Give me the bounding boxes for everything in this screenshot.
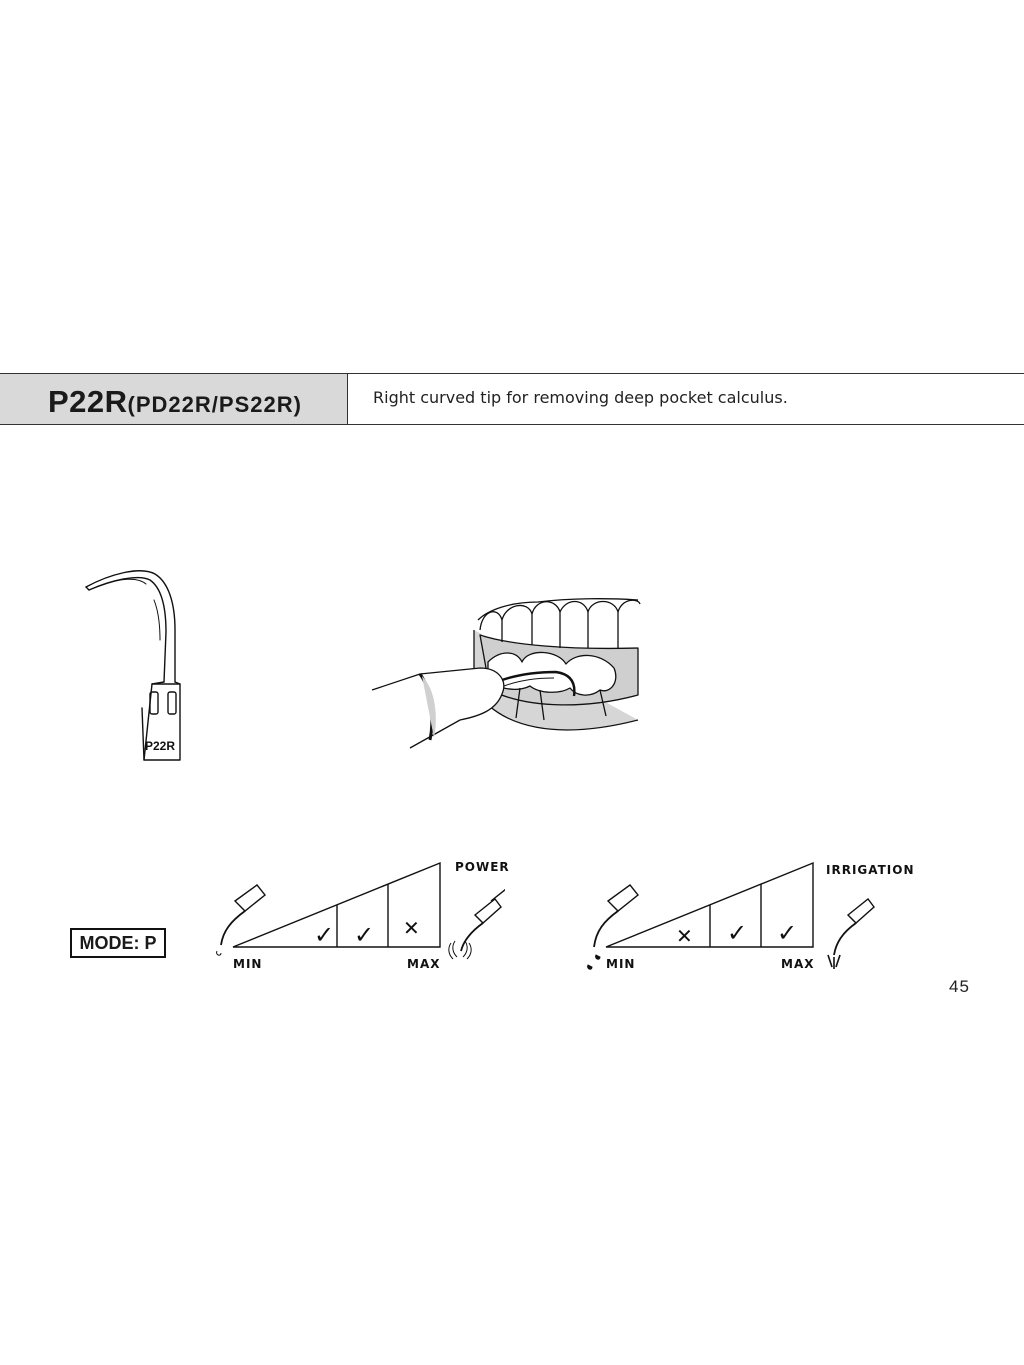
power-mark-3: ✕ bbox=[403, 916, 420, 940]
model-name: P22R bbox=[48, 384, 128, 419]
irrigation-min-label: MIN bbox=[606, 957, 636, 971]
power-mark-2: ✓ bbox=[354, 921, 375, 949]
irrigation-title: IRRIGATION bbox=[826, 863, 915, 877]
tip-illustration bbox=[80, 560, 200, 770]
model-box bbox=[0, 374, 348, 424]
header-band bbox=[0, 373, 1024, 425]
tip-engraving: P22R bbox=[144, 739, 176, 753]
tip-description: Right curved tip for removing deep pocket calculus. bbox=[373, 388, 788, 407]
irrigation-max-label: MAX bbox=[781, 957, 815, 971]
irrigation-mark-2: ✓ bbox=[727, 919, 748, 947]
power-max-label: MAX bbox=[407, 957, 441, 971]
irrigation-mark-1: ✕ bbox=[676, 924, 693, 948]
power-title: POWER bbox=[455, 860, 510, 874]
mouth-illustration bbox=[370, 590, 642, 758]
model-variants: (PD22R/PS22R) bbox=[127, 392, 302, 417]
irrigation-mark-3: ✓ bbox=[777, 919, 798, 947]
model-title bbox=[48, 384, 302, 420]
page-number: 45 bbox=[949, 977, 970, 996]
mode-label: MODE: P bbox=[70, 928, 166, 958]
power-min-label: MIN bbox=[233, 957, 263, 971]
power-mark-1: ✓ bbox=[314, 921, 335, 949]
